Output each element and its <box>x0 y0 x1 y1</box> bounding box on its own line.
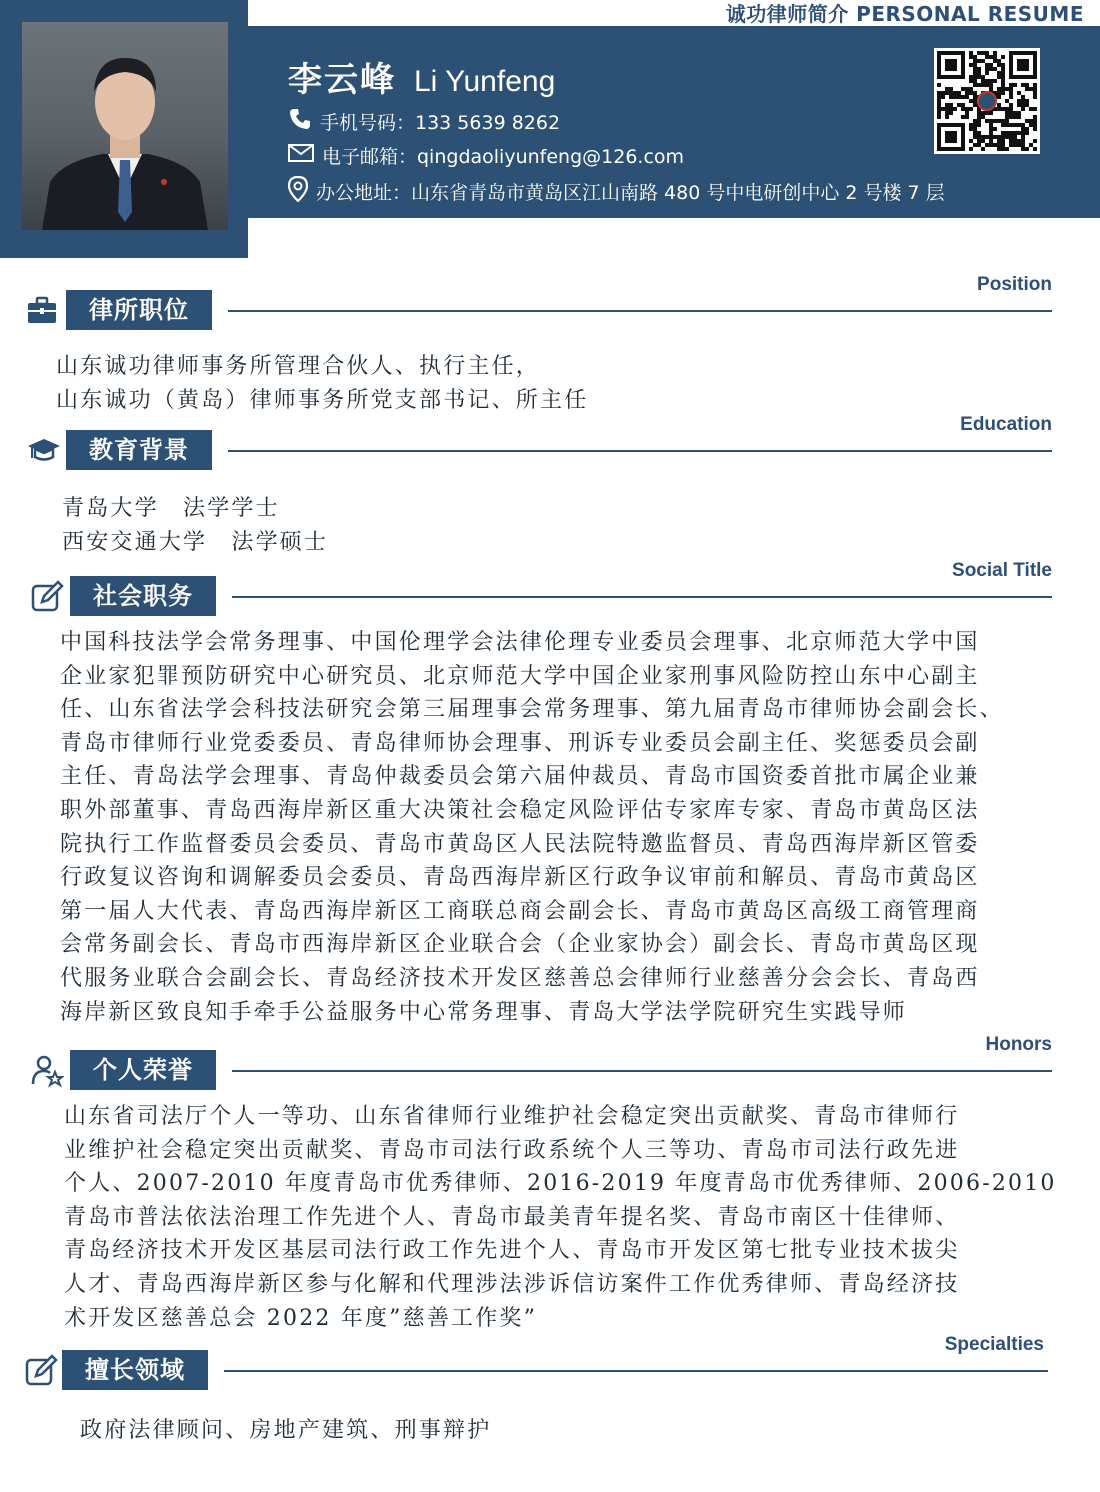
section-education <box>0 414 1100 476</box>
text-line: 青岛大学 法学学士 <box>62 496 280 521</box>
section-title: 教育背景 <box>66 430 212 470</box>
edit-icon <box>24 1354 58 1388</box>
education-text <box>62 492 328 559</box>
lawyer-portrait <box>22 22 228 230</box>
graduation-cap-icon <box>26 434 60 468</box>
text-line: 术开发区慈善总会 2022 年度”慈善工作奖” <box>64 1305 538 1331</box>
name-row <box>288 52 945 101</box>
section-subtitle: Social Title <box>952 560 1052 581</box>
text-line: 院执行工作监督委员会委员、青岛市黄岛区人民法院特邀监督员、青岛西海岸新区管委 <box>60 831 980 857</box>
position-text <box>56 350 588 417</box>
document-header-label: 诚功律师简介 PERSONAL RESUME <box>725 2 1084 26</box>
text-line: 代服务业联合会副会长、青岛经济技术开发区慈善总会律师行业慈善分会会长、青岛西 <box>60 965 980 991</box>
section-title: 个人荣誉 <box>70 1050 216 1090</box>
address-row <box>288 177 945 205</box>
text-line: 职外部董事、青岛西海岸新区重大决策社会稳定风险评估专家库专家、青岛市黄岛区法 <box>60 797 980 823</box>
section-title: 社会职务 <box>70 576 216 616</box>
text-line: 任、山东省法学会科技法研究会第三届理事会常务理事、第九届青岛市律师协会副会长、 <box>60 697 1004 723</box>
text-line: 人才、青岛西海岸新区参与化解和代理涉法涉诉信访案件工作优秀律师、青岛经济技 <box>64 1271 960 1297</box>
phone-icon <box>288 107 312 136</box>
text-line: 青岛市普法依法治理工作先进个人、青岛市最美青年提名奖、青岛市南区十佳律师、 <box>64 1204 960 1230</box>
section-subtitle: Honors <box>985 1034 1052 1055</box>
email-address: 电子邮箱：qingdaoliyunfeng@126.com <box>322 145 685 168</box>
text-line: 中国科技法学会常务理事、中国伦理学会法律伦理专业委员会理事、北京师范大学中国 <box>60 630 980 655</box>
mail-icon <box>288 143 314 168</box>
briefcase-icon <box>26 294 60 328</box>
phone-row <box>288 107 945 135</box>
name-chinese: 李云峰 <box>288 60 396 100</box>
phone-number: 手机号码：133 5639 8262 <box>320 111 561 134</box>
contact-block <box>288 52 945 205</box>
text-line: 青岛市律师行业党委委员、青岛律师协会理事、刑诉专业委员会副主任、奖惩委员会副 <box>60 730 980 756</box>
divider <box>232 596 1052 598</box>
text-line: 主任、青岛法学会理事、青岛仲裁委员会第六届仲裁员、青岛市国资委首批市属企业兼 <box>60 764 980 790</box>
office-address: 办公地址：山东省青岛市黄岛区江山南路 480 号中电研创中心 2 号楼 7 层 <box>316 181 945 204</box>
edit-icon <box>30 580 64 614</box>
photo-frame <box>0 0 248 258</box>
section-subtitle: Specialties <box>944 1334 1044 1355</box>
section-title: 擅长领域 <box>62 1350 208 1390</box>
honors-text <box>64 1100 1057 1335</box>
text-line: 山东诚功律师事务所管理合伙人、执行主任， <box>56 354 541 379</box>
location-pin-icon <box>288 176 308 207</box>
section-subtitle: Education <box>960 414 1052 435</box>
text-line: 行政复议咨询和调解委员会委员、青岛西海岸新区行政争议审前和解员、青岛市黄岛区 <box>60 865 980 891</box>
section-specialties <box>0 1334 1100 1396</box>
text-line: 第一届人大代表、青岛西海岸新区工商联总商会副会长、青岛市黄岛区高级工商管理商 <box>60 898 980 924</box>
text-line: 山东诚功（黄岛）律师事务所党支部书记、所主任 <box>56 387 589 413</box>
divider <box>232 1070 1052 1072</box>
text-line: 山东省司法厅个人一等功、山东省律师行业维护社会稳定突出贡献奖、青岛市律师行 <box>64 1104 960 1129</box>
text-line: 政府法律顾问、房地产建筑、刑事辩护 <box>80 1418 492 1443</box>
text-line: 海岸新区致良知手牵手公益服务中心常务理事、青岛大学法学院研究生实践导师 <box>60 999 908 1025</box>
section-position <box>0 274 1100 336</box>
divider <box>228 310 1052 312</box>
section-social-title <box>0 560 1100 622</box>
section-honors <box>0 1034 1100 1096</box>
email-row <box>288 141 945 169</box>
divider <box>224 1370 1048 1372</box>
social-text <box>60 626 1004 1029</box>
section-title: 律所职位 <box>66 290 212 330</box>
text-line: 业维护社会稳定突出贡献奖、青岛市司法行政系统个人三等功、青岛市司法行政先进 <box>64 1137 960 1163</box>
divider <box>228 450 1052 452</box>
text-line: 会常务副会长、青岛市西海岸新区企业联合会（企业家协会）副会长、青岛市黄岛区现 <box>60 932 980 958</box>
text-line: 企业家犯罪预防研究中心研究员、北京师范大学中国企业家刑事风险防控山东中心副主 <box>60 663 980 689</box>
specialties-text <box>80 1414 491 1448</box>
text-line: 西安交通大学 法学硕士 <box>62 529 329 555</box>
person-star-icon <box>30 1054 64 1088</box>
qr-code-icon <box>934 48 1040 154</box>
section-subtitle: Position <box>977 274 1052 295</box>
text-line: 个人、2007-2010 年度青岛市优秀律师、2016-2019 年度青岛市优秀律师、2006-2010 <box>64 1171 1057 1197</box>
name-english: Li Yunfeng <box>414 65 556 98</box>
text-line: 青岛经济技术开发区基层司法行政工作先进个人、青岛市开发区第七批专业技术拔尖 <box>64 1238 960 1264</box>
